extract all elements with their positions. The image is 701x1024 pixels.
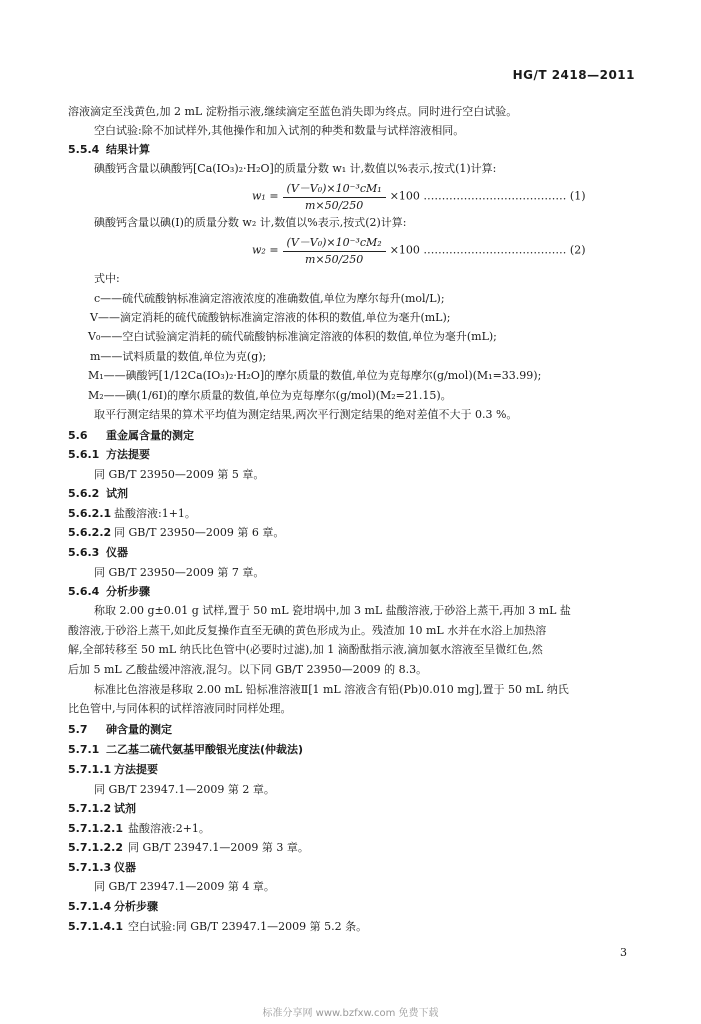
clause-text: 同 GB/T 23947.1—2009 第 3 章。 [128, 841, 309, 854]
section-title: 方法提要 [106, 448, 150, 461]
formula-2 [252, 234, 586, 266]
clause-5-6-2-2 [68, 526, 284, 540]
standard-code: HG/T 2418—2011 [512, 68, 635, 82]
section-heading-5-7 [68, 723, 172, 737]
clause-number: 5.7.1.4.1 [68, 920, 123, 933]
clause-5-7-1-2-1 [68, 822, 210, 836]
section-number: 5.7 [68, 723, 88, 736]
section-heading-5-7-1-2 [68, 802, 136, 816]
clause-text: 空白试验:同 GB/T 23947.1—2009 第 5.2 条。 [128, 920, 368, 933]
section-title: 结果计算 [106, 143, 150, 156]
paragraph: 后加 5 mL 乙酸盐缓冲溶液,混匀。以下同 GB/T 23950—2009 的 8.3。 [68, 663, 428, 676]
clause-number: 5.6.2.2 [68, 526, 112, 539]
variable-definition: m——试料质量的数值,单位为克(g); [90, 350, 267, 363]
where-label: 式中: [94, 272, 120, 285]
section-title: 分析步骤 [114, 900, 158, 913]
paragraph: 空白试验:除不加试样外,其他操作和加入试剂的种类和数量与试样溶液相同。 [94, 124, 465, 137]
paragraph: 取平行测定结果的算术平均值为测定结果,两次平行测定结果的绝对差值不大于 0.3 %。 [94, 408, 518, 421]
section-heading-5-7-1-4 [68, 900, 158, 914]
clause-text: 盐酸溶液:1+1。 [114, 507, 196, 520]
section-number: 5.7.1.2 [68, 802, 112, 815]
section-number: 5.6.2 [68, 487, 100, 500]
section-number: 5.6.4 [68, 585, 100, 598]
section-heading-5-6-1 [68, 448, 150, 462]
variable-definition: M₂——碘(1/6I)的摩尔质量的数值,单位为克每摩尔(g/mol)(M₂=21.15)。 [88, 389, 452, 402]
section-title: 试剂 [106, 487, 128, 500]
section-heading-5-6-3 [68, 546, 128, 560]
clause-number: 5.7.1.2.2 [68, 841, 123, 854]
clause-number: 5.7.1.2.1 [68, 822, 123, 835]
formula-denominator: m×50/250 [304, 199, 364, 212]
section-number: 5.7.1.4 [68, 900, 112, 913]
section-heading-5-6-2 [68, 487, 128, 501]
section-number: 5.7.1 [68, 743, 100, 756]
paragraph: 同 GB/T 23950—2009 第 7 章。 [94, 566, 265, 579]
paragraph: 碘酸钙含量以碘酸钙[Ca(IO₃)₂·H₂O]的质量分数 w₁ 计,数值以%表示,按式(1)计算: [94, 162, 497, 175]
footer-watermark: 标准分享网 www.bzfxw.com 免费下载 [262, 1008, 439, 1019]
paragraph: 溶液滴定至浅黄色,加 2 mL 淀粉指示液,继续滴定至蓝色消失即为终点。同时进行空白试验。 [68, 105, 518, 118]
section-heading-5-6-4 [68, 585, 150, 599]
section-number: 5.6.1 [68, 448, 100, 461]
formula-lhs: w₂ = [252, 243, 279, 257]
formula-tail: ×100 ………………………………… (1) [389, 189, 586, 203]
section-number: 5.7.1.1 [68, 763, 112, 776]
paragraph: 同 GB/T 23947.1—2009 第 2 章。 [94, 783, 275, 796]
clause-5-6-2-1 [68, 507, 196, 521]
section-heading-5-7-1-3 [68, 861, 136, 875]
section-title: 仪器 [114, 861, 136, 874]
section-heading-5-7-1-1 [68, 763, 158, 777]
section-title: 仪器 [106, 546, 128, 559]
section-number: 5.6 [68, 429, 88, 442]
section-number: 5.6.3 [68, 546, 100, 559]
formula-tail: ×100 ………………………………… (2) [389, 243, 586, 257]
paragraph: 酸溶液,于砂浴上蒸干,如此反复操作直至无碘的黄色形成为止。残渣加 10 mL 水并在水浴上加热溶 [68, 624, 547, 637]
paragraph: 比色管中,与同体积的试样溶液同时同样处理。 [68, 702, 292, 715]
clause-text: 同 GB/T 23950—2009 第 6 章。 [114, 526, 285, 539]
section-title: 方法提要 [114, 763, 158, 776]
variable-definition: c——硫代硫酸钠标准滴定溶液浓度的准确数值,单位为摩尔每升(mol/L); [94, 292, 445, 305]
paragraph: 解,全部转移至 50 mL 纳氏比色管中(必要时过滤),加 1 滴酚酞指示液,滴加氨水溶液至呈微红色,然 [68, 643, 543, 656]
page-number: 3 [620, 946, 627, 959]
formula-1 [252, 180, 586, 212]
paragraph: 称取 2.00 g±0.01 g 试样,置于 50 mL 瓷坩埚中,加 3 mL 盐酸溶液,于砂浴上蒸干,再加 3 mL 盐 [94, 604, 571, 617]
variable-definition: V₀——空白试验滴定消耗的硫代硫酸钠标准滴定溶液的体积的数值,单位为毫升(mL); [88, 330, 497, 343]
clause-text: 盐酸溶液:2+1。 [128, 822, 210, 835]
section-number: 5.7.1.3 [68, 861, 112, 874]
paragraph: 同 GB/T 23950—2009 第 5 章。 [94, 468, 265, 481]
section-number: 5.5.4 [68, 143, 100, 156]
section-title: 试剂 [114, 802, 136, 815]
paragraph: 同 GB/T 23947.1—2009 第 4 章。 [94, 880, 275, 893]
section-heading-5-7-1 [68, 743, 303, 757]
variable-definition: M₁——碘酸钙[1/12Ca(IO₃)₂·H₂O]的摩尔质量的数值,单位为克每摩尔(g/mol)(M₁=33.99); [88, 369, 542, 382]
clause-number: 5.6.2.1 [68, 507, 112, 520]
paragraph: 碘酸钙含量以碘(I)的质量分数 w₂ 计,数值以%表示,按式(2)计算: [94, 216, 407, 229]
paragraph: 标准比色溶液是移取 2.00 mL 铅标准溶液Ⅱ[1 mL 溶液含有铅(Pb)0.010 mg],置于 50 mL 纳氏 [94, 683, 569, 696]
formula-lhs: w₁ = [252, 189, 279, 203]
section-title: 分析步骤 [106, 585, 150, 598]
section-heading-5-5-4 [68, 143, 150, 157]
section-title: 砷含量的测定 [106, 723, 172, 736]
section-title: 重金属含量的测定 [106, 429, 194, 442]
formula-denominator: m×50/250 [304, 253, 364, 266]
section-heading-5-6 [68, 429, 194, 443]
clause-5-7-1-2-2 [68, 841, 309, 855]
formula-numerator: (V－V₀)×10⁻³cM₁ [283, 180, 386, 198]
clause-5-7-1-4-1 [68, 920, 367, 934]
variable-definition: V——滴定消耗的硫代硫酸钠标准滴定溶液的体积的数值,单位为毫升(mL); [90, 311, 451, 324]
section-title: 二乙基二硫代氨基甲酸银光度法(仲裁法) [106, 743, 304, 756]
formula-numerator: (V－V₀)×10⁻³cM₂ [283, 234, 386, 252]
